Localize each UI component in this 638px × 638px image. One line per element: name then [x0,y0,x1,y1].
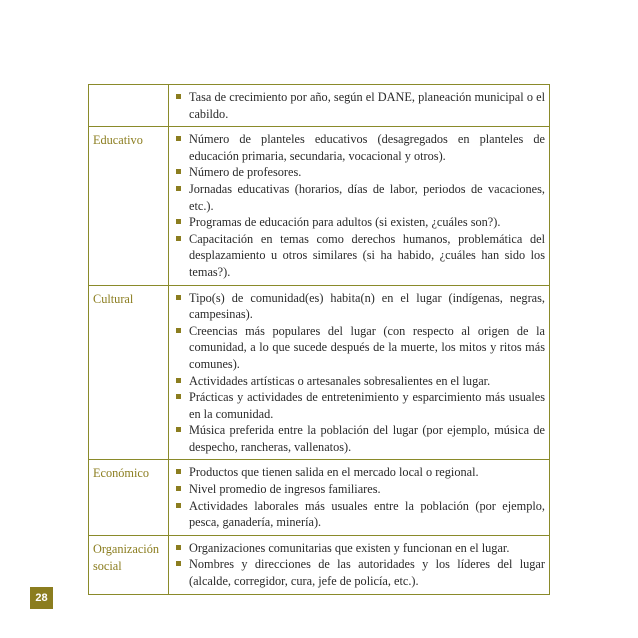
list-item: Productos que tienen salida en el mercado local o regional. [175,464,545,481]
row-items [169,460,549,534]
square-bullet-icon [176,561,181,566]
list-item: Actividades laborales más usuales entre la población (por ejemplo, pesca, ganadería, minería). [175,498,545,531]
row-category: Cultural [89,286,169,460]
list-item: Programas de educación para adultos (si existen, ¿cuáles son?). [175,214,545,231]
row-category [89,85,169,126]
list-item: Número de profesores. [175,164,545,181]
square-bullet-icon [176,545,181,550]
square-bullet-icon [176,186,181,191]
square-bullet-icon [176,394,181,399]
list-item: Nivel promedio de ingresos familiares. [175,481,545,498]
list-item: Organizaciones comunitarias que existen y funcionan en el lugar. [175,540,545,557]
table-row [89,535,549,594]
table-row [89,85,549,126]
list-item: Prácticas y actividades de entretenimiento y esparcimiento más usuales en la comunidad. [175,389,545,422]
square-bullet-icon [176,94,181,99]
row-category: Educativo [89,127,169,284]
square-bullet-icon [176,219,181,224]
square-bullet-icon [176,486,181,491]
row-items [169,286,549,460]
list-item: Tipo(s) de comunidad(es) habita(n) en el lugar (indígenas, negras, campesinas). [175,290,545,323]
square-bullet-icon [176,469,181,474]
square-bullet-icon [176,378,181,383]
square-bullet-icon [176,328,181,333]
square-bullet-icon [176,136,181,141]
square-bullet-icon [176,169,181,174]
list-item: Tasa de crecimiento por año, según el DANE, planeación municipal o el cabildo. [175,89,545,122]
list-item: Jornadas educativas (horarios, días de labor, periodos de vacaciones, etc.). [175,181,545,214]
info-table [88,84,550,595]
list-item: Actividades artísticas o artesanales sobresalientes en el lugar. [175,373,545,390]
row-items [169,85,549,126]
row-items [169,536,549,594]
list-item: Número de planteles educativos (desagregados en planteles de educación primaria, secundaria, vocacional y otros). [175,131,545,164]
square-bullet-icon [176,236,181,241]
row-category: Organización social [89,536,169,594]
page-number: 28 [30,587,53,609]
table-row [89,459,549,534]
square-bullet-icon [176,503,181,508]
square-bullet-icon [176,427,181,432]
table-row [89,285,549,460]
row-items [169,127,549,284]
list-item: Capacitación en temas como derechos humanos, problemática del desplazamiento u otros similares (si ha habido, ¿cuáles han sido los temas?). [175,231,545,281]
table-row [89,126,549,284]
row-category: Económico [89,460,169,534]
list-item: Nombres y direcciones de las autoridades y los líderes del lugar (alcalde, corregidor, cura, jefe de policía, etc.). [175,556,545,589]
list-item: Creencias más populares del lugar (con respecto al origen de la comunidad, a lo que sucede después de la muerte, los mitos y ritos más comunes). [175,323,545,373]
square-bullet-icon [176,295,181,300]
list-item: Música preferida entre la población del lugar (por ejemplo, música de despecho, rancheras, vallenatos). [175,422,545,455]
